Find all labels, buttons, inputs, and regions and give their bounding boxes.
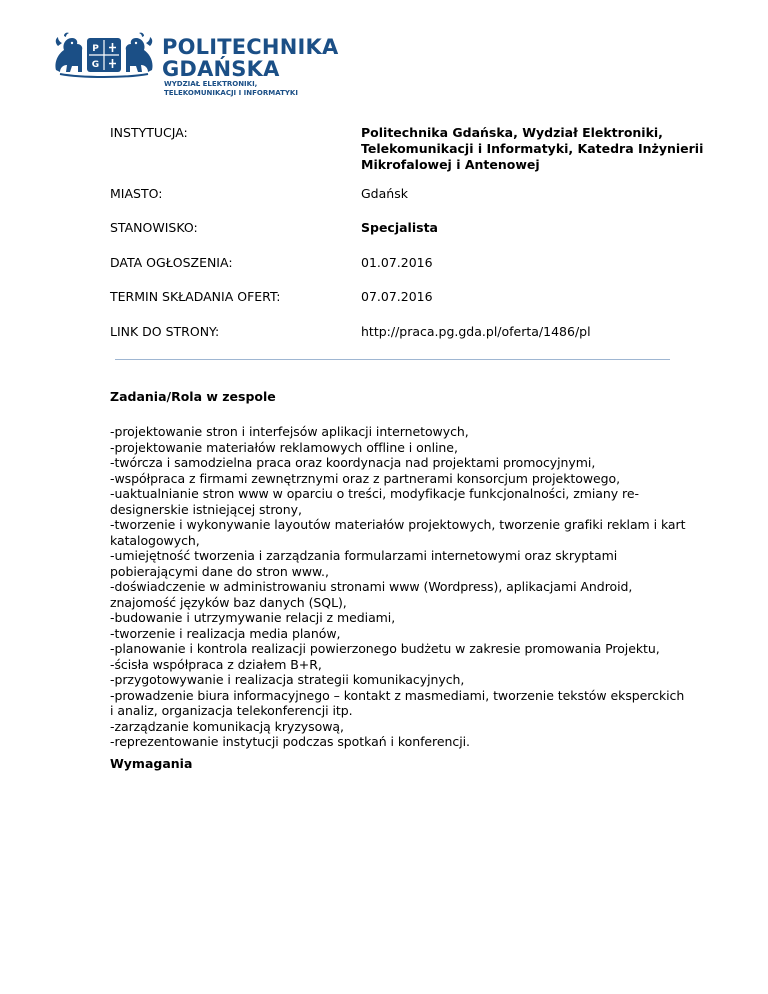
date-value: 01.07.2016 [361, 255, 433, 270]
logo-title-line-2: GDAŃSKA [162, 57, 280, 81]
task-line: -planowanie i kontrola realizacji powierzonego budżetu w zakresie promowania Projektu, [110, 641, 660, 656]
task-line: -budowanie i utrzymywanie relacji z mediami, [110, 610, 396, 625]
task-line: pobierającymi dane do stron www., [110, 563, 329, 579]
institution-line-3: Mikrofalowej i Antenowej [361, 157, 540, 172]
task-line: designerskie istniejącej strony, [110, 501, 302, 517]
logo-subtitle [164, 80, 298, 98]
task-line: -uaktualnianie stron www w oparciu o treści, modyfikacje funkcjonalności, zmiany re- [110, 486, 639, 501]
task-line: -projektowanie materiałów reklamowych offline i online, [110, 439, 458, 455]
city-label: MIASTO: [110, 186, 163, 201]
task-line: -doświadczenie w administrowaniu stronami www (Wordpress), aplikacjami Android, [110, 579, 633, 594]
task-line: i analiz, organizacja telekonferencji itp. [110, 703, 353, 718]
deadline-label: TERMIN SKŁADANIA OFERT: [110, 289, 281, 304]
task-line: -współpraca z firmami zewnętrznymi oraz z partnerami konsorcjum projektowego, [110, 470, 621, 486]
task-line: -ścisła współpraca z działem B+R, [110, 656, 322, 672]
logo-title [162, 36, 338, 80]
logo-subtitle-line-2: TELEKOMUNIKACJI I INFORMATYKI [164, 89, 298, 97]
requirements-heading: Wymagania [110, 756, 193, 771]
svg-text:P: P [92, 44, 99, 54]
task-line: -tworzenie i wykonywanie layoutów materiałów projektowych, tworzenie grafiki reklam i kart [110, 517, 686, 532]
crest-icon [52, 32, 156, 78]
date-label: DATA OGŁOSZENIA: [110, 255, 233, 270]
task-line: -prowadzenie biura informacyjnego – kontakt z masmediami, tworzenie tekstów eksperckich [110, 687, 685, 703]
link-label: LINK DO STRONY: [110, 324, 220, 339]
task-line: -zarządzanie komunikacją kryzysową, [110, 718, 344, 734]
logo-subtitle-line-1: WYDZIAŁ ELEKTRONIKI, [164, 80, 258, 88]
university-logo [52, 32, 339, 98]
city-value: Gdańsk [361, 186, 408, 201]
task-line: znajomość języków baz danych (SQL), [110, 594, 347, 610]
task-line: -tworzenie i realizacja media planów, [110, 625, 341, 641]
institution-line-1: Politechnika Gdańska, Wydział Elektroniki, [361, 125, 663, 140]
task-line: katalogowych, [110, 532, 200, 548]
position-label: STANOWISKO: [110, 220, 198, 235]
position-value: Specjalista [361, 220, 438, 235]
task-line: -projektowanie stron i interfejsów aplikacji internetowych, [110, 424, 469, 439]
tasks-list [110, 424, 725, 750]
task-line: -reprezentowanie instytucji podczas spotkań i konferencji. [110, 734, 470, 749]
institution-label: INSTYTUCJA: [110, 125, 188, 140]
deadline-value: 07.07.2016 [361, 289, 433, 304]
task-line: -przygotowywanie i realizacja strategii komunikacyjnych, [110, 672, 465, 687]
tasks-heading: Zadania/Rola w zespole [110, 389, 276, 404]
task-line: -umiejętność tworzenia i zarządzania formularzami internetowymi oraz skryptami [110, 548, 618, 563]
institution-line-2: Telekomunikacji i Informatyki, Katedra Inżynierii [361, 141, 704, 156]
section-divider [115, 359, 670, 360]
task-line: -twórcza i samodzielna praca oraz koordynacja nad projektami promocyjnymi, [110, 455, 596, 470]
offer-link[interactable]: http://praca.pg.gda.pl/oferta/1486/pl [361, 324, 591, 339]
svg-text:G: G [91, 60, 100, 70]
institution-value [361, 125, 726, 173]
logo-title-line-1: POLITECHNIKA [162, 35, 339, 59]
